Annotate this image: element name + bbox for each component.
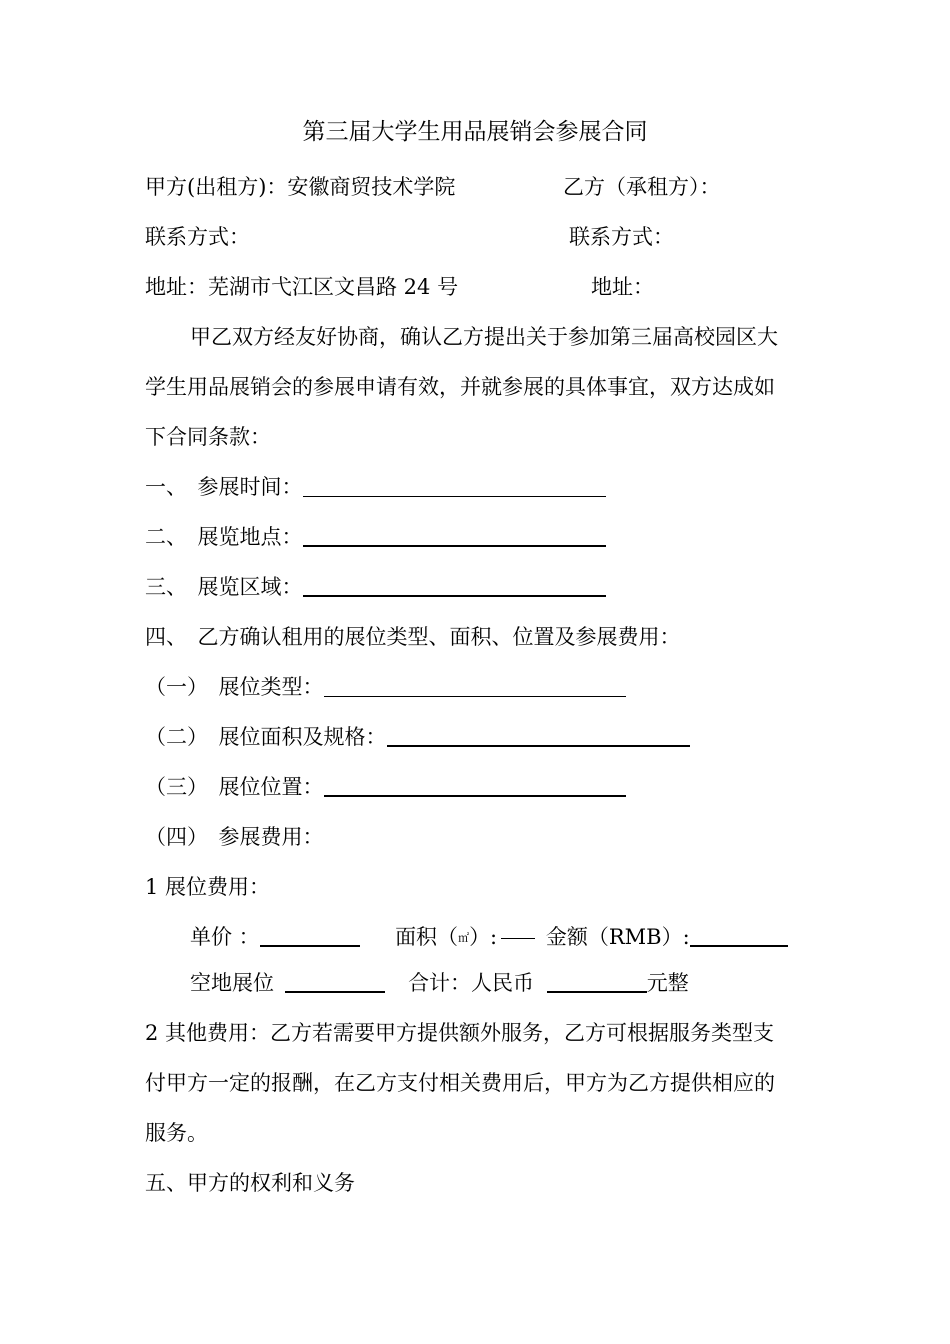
booth-type-blank[interactable] [324, 676, 626, 697]
item-exhibit-area-label: 三、 展览区域： [145, 575, 303, 599]
booth-size-blank[interactable] [387, 725, 690, 747]
subitem-fees: （四） 参展费用： [145, 825, 324, 849]
other-fee-line-1: 2 其他费用：乙方若需要甲方提供额外服务，乙方可根据服务类型支 [145, 1021, 775, 1045]
subitem-booth-type-label: （一） 展位类型： [145, 675, 324, 699]
item-exhibit-area [145, 572, 606, 602]
fee-row-1 [190, 922, 788, 954]
other-fee-line-3: 服务。 [145, 1121, 208, 1145]
subitem-booth-position [145, 772, 626, 802]
subitem-booth-type [145, 672, 626, 702]
unit-price-blank[interactable] [260, 925, 360, 947]
party-b-contact: 联系方式： [569, 225, 674, 249]
intro-line-1: 甲乙双方经友好协商，确认乙方提出关于参加第三届高校园区大 [190, 325, 778, 349]
section-5-heading: 五、甲方的权利和义务 [145, 1171, 355, 1195]
subitem-booth-size-label: （二） 展位面积及规格： [145, 725, 387, 749]
party-a-label: 甲方(出租方)：安徽商贸技术学院 [145, 175, 456, 199]
subitem-booth-position-label: （三） 展位位置： [145, 775, 324, 799]
intro-line-3: 下合同条款： [145, 425, 271, 449]
total-blank[interactable] [547, 971, 647, 993]
area-unit: ㎡ [458, 931, 470, 945]
exhibit-time-blank[interactable] [303, 476, 606, 497]
item-exhibit-time-label: 一、 参展时间： [145, 475, 303, 499]
amount-label: 金额（RMB）: [545, 925, 690, 949]
area-dash [501, 938, 535, 939]
yuan-label: 元整 [646, 971, 689, 995]
amount-blank[interactable] [690, 925, 788, 947]
fee-row-2 [190, 968, 689, 998]
total-label: 合计：人民币 [408, 971, 535, 995]
open-booth-label: 空地展位 [190, 971, 274, 995]
document-title: 第三届大学生用品展销会参展合同 [302, 119, 648, 145]
booth-position-blank[interactable] [324, 775, 626, 797]
party-b-address: 地址： [591, 275, 654, 299]
item-booth-confirm: 四、 乙方确认租用的展位类型、面积、位置及参展费用： [145, 625, 681, 649]
item-exhibit-time [145, 472, 606, 502]
other-fee-line-2: 付甲方一定的报酬，在乙方支付相关费用后，甲方为乙方提供相应的 [145, 1071, 775, 1095]
booth-fee-heading: 1 展位费用： [145, 875, 271, 899]
party-b-label: 乙方（承租方）： [563, 175, 721, 199]
exhibit-location-blank[interactable] [303, 525, 606, 547]
subitem-booth-size [145, 722, 690, 752]
party-a-address: 地址：芜湖市弋江区文昌路 24 号 [145, 275, 459, 299]
open-booth-blank[interactable] [285, 971, 385, 993]
intro-line-2: 学生用品展销会的参展申请有效，并就参展的具体事宜，双方达成如 [145, 375, 775, 399]
party-a-contact: 联系方式： [145, 225, 250, 249]
exhibit-area-blank[interactable] [303, 575, 606, 597]
area-label-end: ）: [469, 925, 498, 949]
item-exhibit-location-label: 二、 展览地点： [145, 525, 303, 549]
unit-price-label: 单价 ： [190, 925, 260, 949]
item-exhibit-location [145, 522, 606, 552]
area-label: 面积（ [395, 925, 459, 949]
